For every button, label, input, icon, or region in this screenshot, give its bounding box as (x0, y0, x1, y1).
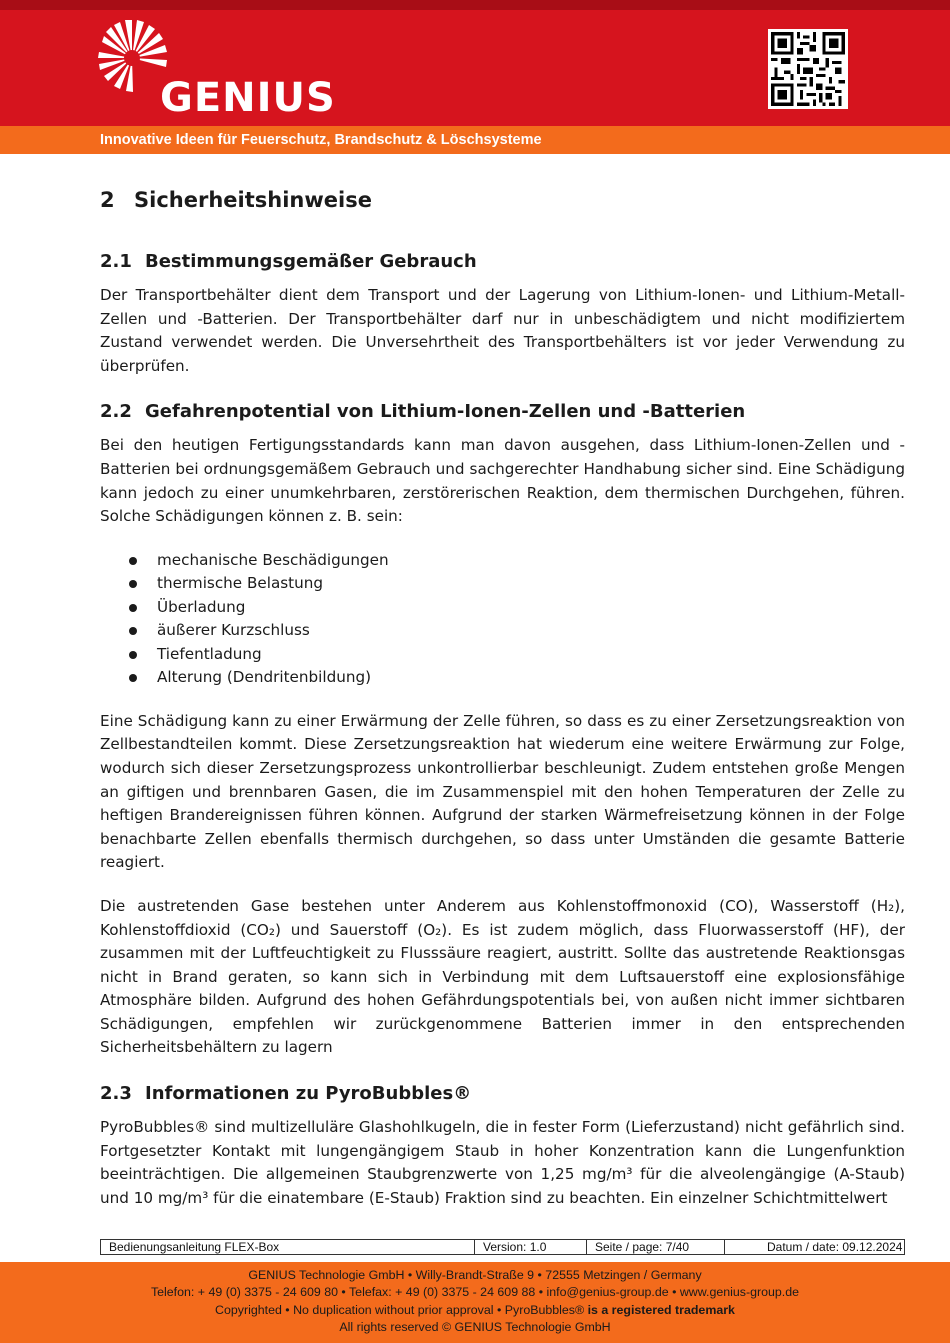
footer-date: Datum / date: 09.12.2024 (767, 1240, 903, 1254)
subsection-heading-2-1 (100, 248, 905, 276)
paragraph: Die austretenden Gase bestehen unter Anderem aus Kohlenstoffmonoxid (CO), Wasserstoff (H₂), Kohlenstoffdioxid (CO₂) und Sauerstoff (O₂). Es ist zudem möglich, dass Fluorwasserstoff (HF), der zusammen mit der Luftfeuchtigkeit zu Flusssäure reagiert, austritt. Sollte das austretende Reaktionsgas nicht in Brand geraten, so kann sich in Verbindung mit dem Luftsauerstoff eine explosionsfähige Atmosphäre bilden. Aufgrund des hohen Gefährdungspotentials bei, von außen nicht immer sichtbaren Schädigungen, empfehlen wir zurückgenommene Batterien immer in den entsprechenden Sicherheitsbehältern zu lagern (100, 896, 905, 1057)
subsection-title: Bestimmungsgemäßer Gebrauch (145, 251, 477, 272)
footer-page: Seite / page: 7/40 (587, 1240, 725, 1254)
footer-address: GENIUS Technologie GmbH • Willy-Brandt-Straße 9 • 72555 Metzingen / Germany (248, 1268, 702, 1282)
footer-copyright-text: Copyrighted • No duplication without prior approval • PyroBubbles® (215, 1302, 588, 1317)
section-heading (100, 180, 905, 220)
paragraph: Eine Schädigung kann zu einer Erwärmung der Zelle führen, so dass es zu einer Zersetzungsreaktion von Zellbestandteilen kommt. Diese Zersetzungsreaktion hat wiederum eine weitere Erwärmung zur Folge, wodurch sich dieser Zersetzungsprozess unkontrollierbar beschleunigt. Zudem entstehen große Mengen an giftigen und brennbaren Gasen, die im Zusammenspiel mit den hohen Temperaturen der Zelle zu heftigen Brandereignissen führen können. Aufgrund der starken Wärmefreisetzung können in der Folge benachbarte Zellen ebenfalls thermisch durchgehen, so dass unter Umständen die gesamte Batterie reagiert. (100, 711, 905, 872)
subsection-title: Informationen zu PyroBubbles® (145, 1083, 472, 1105)
list-item: mechanische Beschädigungen (100, 549, 905, 573)
list-item: Alterung (Dendritenbildung) (100, 666, 905, 690)
list-item: thermische Belastung (100, 572, 905, 596)
paragraph: Bei den heutigen Fertigungsstandards kann man davon ausgehen, dass Lithium-Ionen-Zellen und -Batterien bei ordnungsgemäßem Gebrauch und sachgerechter Handhabung sicher sind. Eine Schädigung kann jedoch zu einer unumkehrbaren, zerstörerischen Reaktion, dem thermischen Durchgehen, führen. Solche Schädigungen können z. B. sein: (100, 436, 905, 526)
header-top-band (0, 0, 950, 10)
list-item: Überladung (100, 596, 905, 620)
footer-copyright (0, 1302, 950, 1319)
section-number: 2 (100, 188, 115, 212)
header-tagline: Innovative Ideen für Feuerschutz, Brandschutz & Löschsysteme (0, 126, 950, 154)
damage-list (100, 549, 905, 690)
subsection-number: 2.2 (100, 401, 132, 423)
footer-contact: Telefon: + 49 (0) 3375 - 24 609 80 • Telefax: + 49 (0) 3375 - 24 609 88 • info@genius-group.de • www.genius-group.de (150, 1285, 800, 1300)
paragraph: PyroBubbles® sind multizelluläre Glashohlkugeln, die in fester Form (Lieferzustand) nicht gefährlich sind. Fortgesetzter Kontakt mit lungengängigem Staub in hoher Konzentration kann die Lungenfunktion beeinträchtigen. Die allgemeinen Staubgrenzwerte von 1,25 mg/m³ für die alveolengängige (A-Staub) und 10 mg/m³ für die einatembare (E-Staub) Fraktion sind zu beachten. Ein einzelner Schichtmittelwert (100, 1118, 905, 1207)
footer-bar (0, 1262, 950, 1343)
section-title: Sicherheitshinweise (134, 188, 372, 212)
subsection-heading-2-3 (100, 1080, 905, 1108)
footer-rights: All rights reserved © GENIUS Technologie GmbH (339, 1320, 611, 1335)
footer-version: Version: 1.0 (475, 1240, 587, 1254)
document-body (100, 180, 905, 1230)
brand-name: GENIUS (160, 75, 336, 121)
qr-code-icon (768, 29, 848, 109)
footer-trademark: is a registered trademark (587, 1302, 735, 1317)
subsection-number: 2.1 (100, 251, 132, 272)
footer-doc-title: Bedienungsanleitung FLEX-Box (101, 1240, 475, 1254)
list-item: äußerer Kurzschluss (100, 619, 905, 643)
footer-info-table (100, 1239, 905, 1255)
list-item: Tiefentladung (100, 643, 905, 667)
subsection-number: 2.3 (100, 1083, 132, 1105)
paragraph: Der Transportbehälter dient dem Transport und der Lagerung von Lithium-Ionen- und Lithium-Metall-Zellen und -Batterien. Der Transportbehälter darf nur in unbeschädigtem und nicht modifiziertem Zustand verwendet werden. Die Unversehrtheit des Transportbehälters ist vor jeder Verwendung zu überprüfen. (100, 286, 905, 375)
subsection-title: Gefahrenpotential von Lithium-Ionen-Zellen und -Batterien (145, 401, 746, 423)
subsection-heading-2-2 (100, 398, 905, 426)
